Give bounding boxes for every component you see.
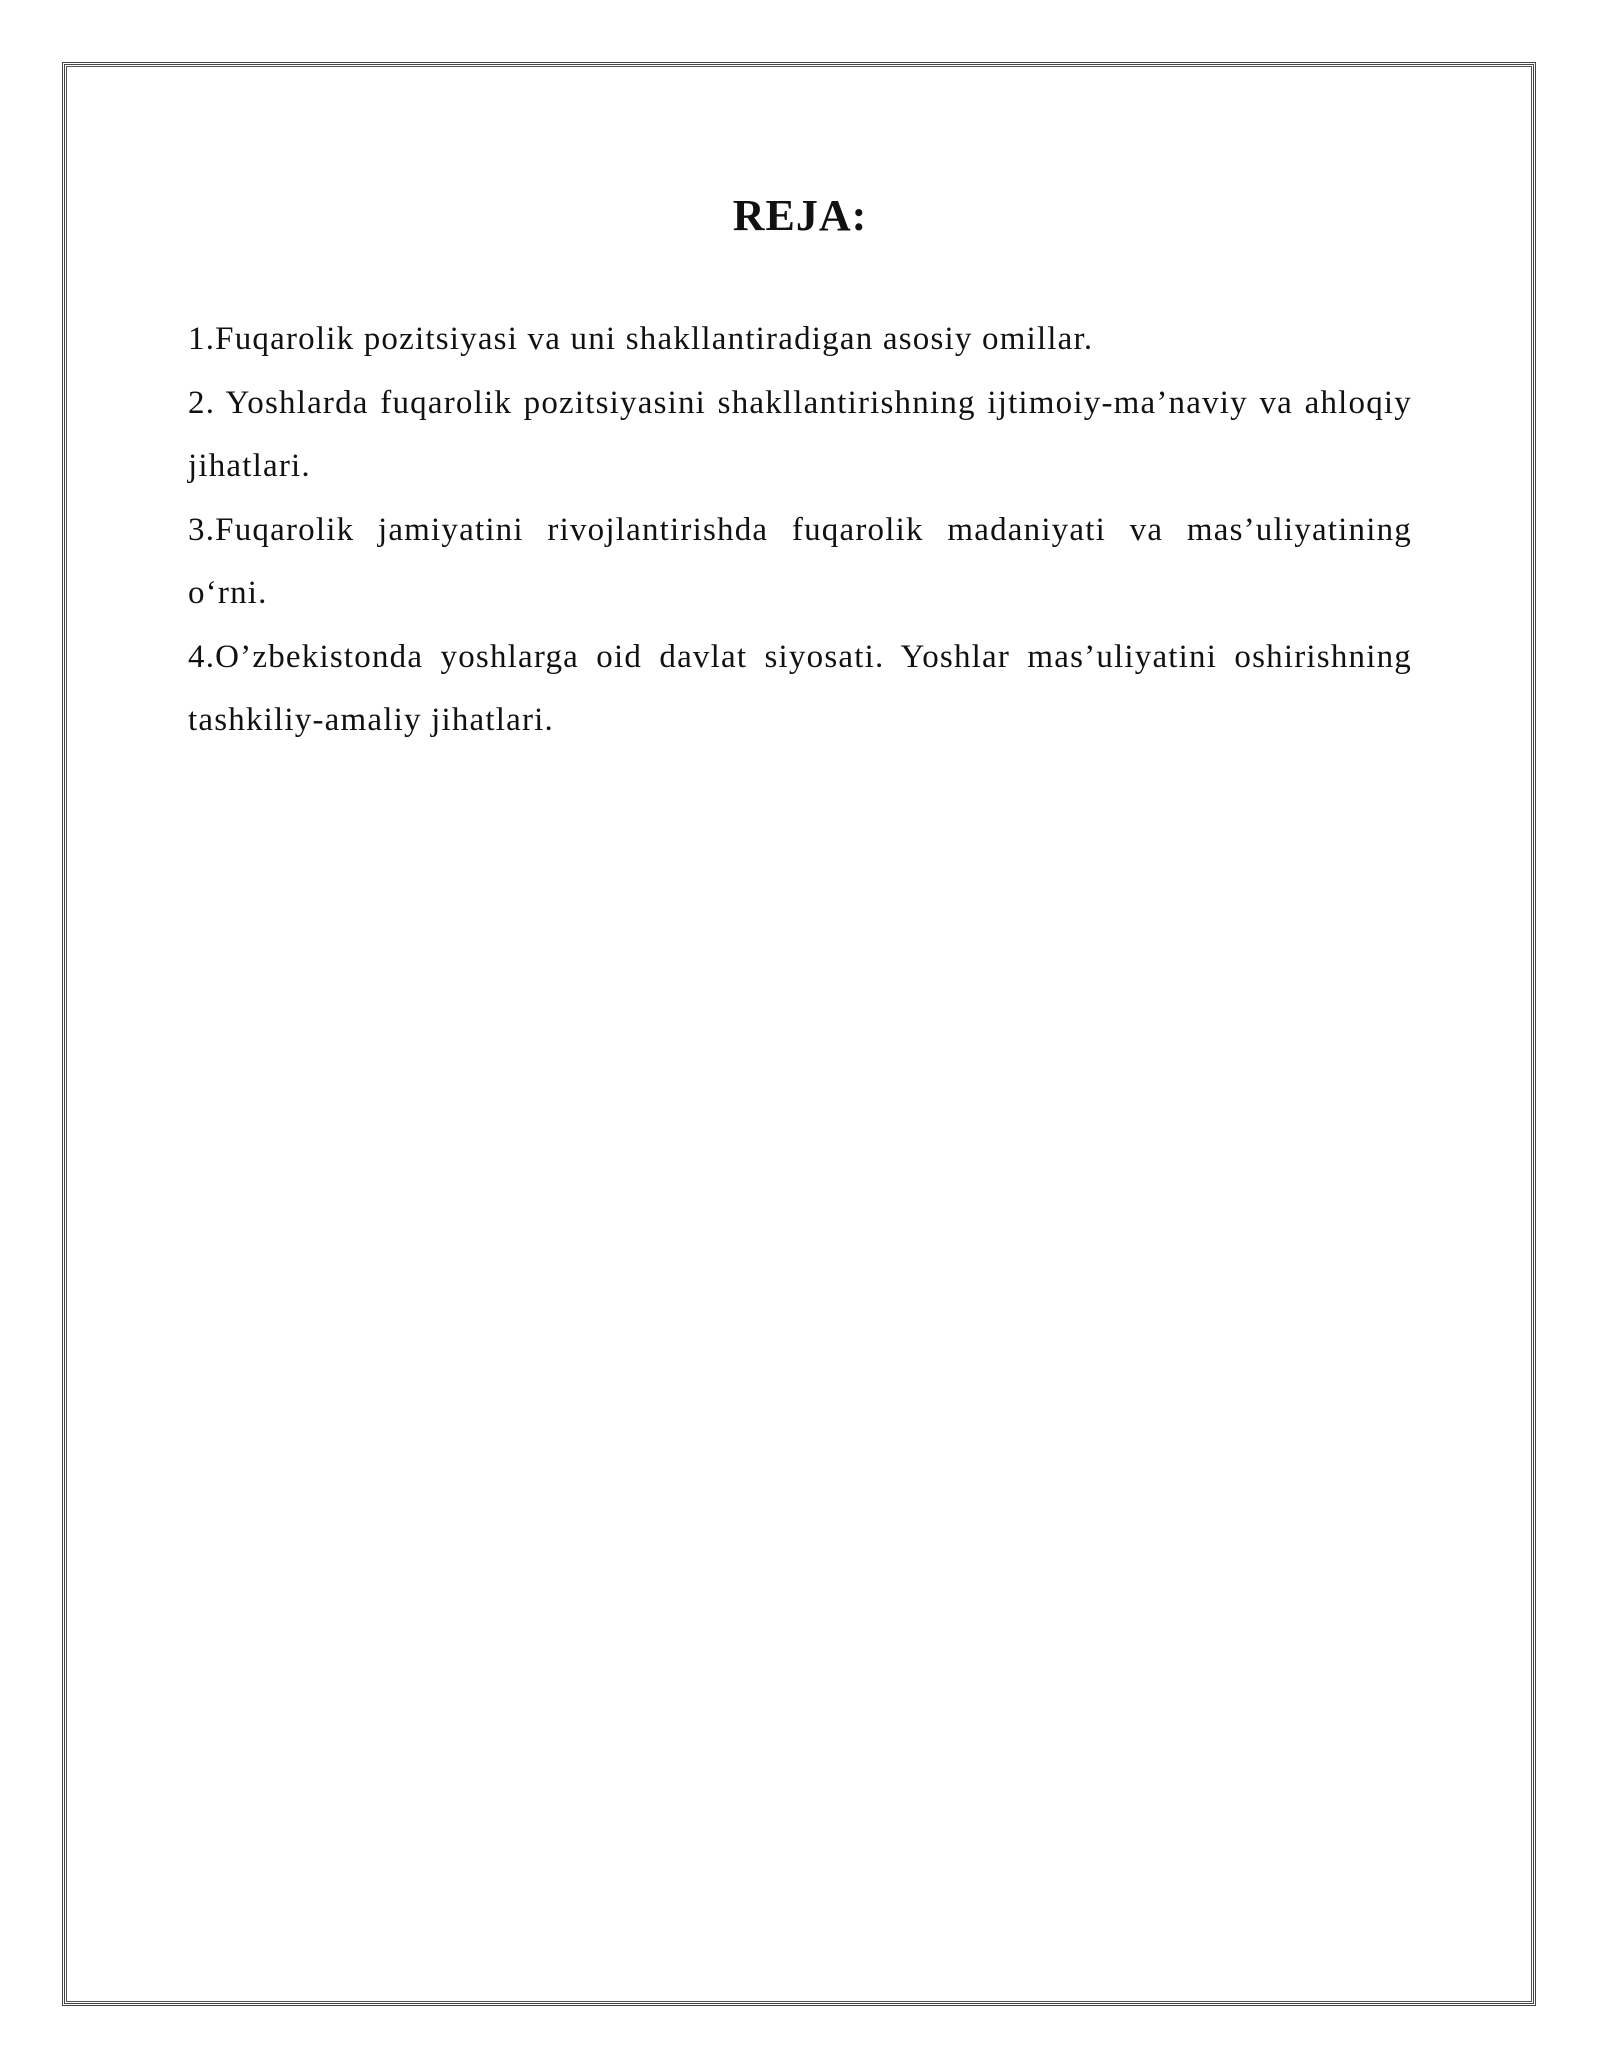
plan-item-3: 3.Fuqarolik jamiyatini rivojlantirishda fuqarolik madaniyati va mas’uliyatining o‘rni. <box>188 511 1412 611</box>
plan-item-2: 2. Yoshlarda fuqarolik pozitsiyasini shakllantirishning ijtimoiy-ma’naviy va ahloqiy jihatlari. <box>188 384 1412 484</box>
plan-item-1: 1.Fuqarolik pozitsiyasi va uni shakllantiradigan asosiy omillar. <box>188 321 1094 357</box>
page-title: REJA: <box>732 191 868 240</box>
plan-list <box>188 308 1412 753</box>
plan-item-4: 4.O’zbekistonda yoshlarga oid davlat siyosati. Yoshlar mas’uliyatini oshirishning tashkiliy-amaliy jihatlari. <box>188 638 1412 738</box>
